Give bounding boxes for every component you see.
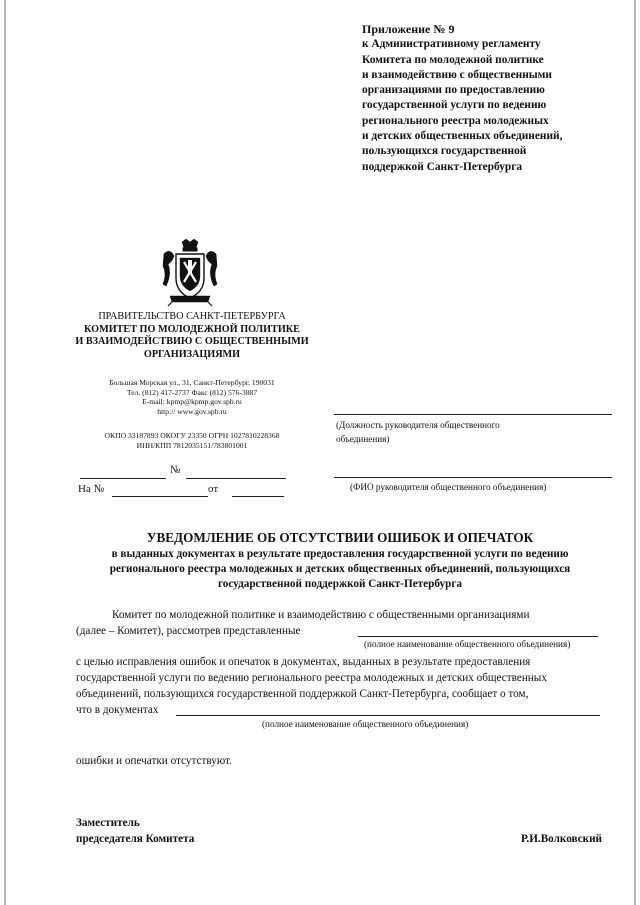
coat-of-arms-icon [160, 238, 220, 308]
letterhead-committee: КОМИТЕТ ПО МОЛОДЕЖНОЙ ПОЛИТИКЕ [84, 323, 300, 335]
email: E-mail: kpmp@kpmp.gov.spb.ru [142, 397, 242, 407]
body-line: что в документах [76, 704, 159, 716]
hint-line: объединения) [336, 434, 390, 444]
body-line: объединений, пользующихся государственной поддержкой Санкт-Петербурга, сообщает о том, [76, 688, 529, 700]
documents-line [176, 715, 600, 716]
number-sign: № [170, 464, 181, 476]
hint-line: (Должность руководителя общественного [336, 420, 500, 430]
phone-fax: Тел. (812) 417-2737 Факс (812) 576-3887 [126, 387, 258, 397]
subtitle-line: в выданных документах в результате предоставления государственной услуги по ведению [111, 548, 569, 560]
registry-codes: ОКПО 33187893 ОКОГУ 23350 ОГРН 1027810228368 [104, 431, 280, 440]
scan-edge-right [634, 0, 636, 905]
scan-edge-left [4, 0, 6, 905]
letterhead-government: ПРАВИТЕЛЬСТВО САНКТ-ПЕТЕРБУРГА [98, 311, 286, 322]
tax-codes: ИНН/КПП 7812035151/783801001 [136, 441, 248, 450]
recipient-name-hint: (ФИО руководителя общественного объединения) [350, 482, 547, 492]
from-blank [232, 496, 284, 497]
reference-number-field [78, 483, 298, 499]
number-blank [186, 478, 286, 479]
organization-name-hint: (полное наименование общественного объединения) [364, 639, 571, 649]
appendix-line: поддержкой Санкт-Петербурга [362, 160, 523, 173]
appendix-line: к Административному регламенту [362, 38, 541, 51]
appendix-line: организациями по предоставлению [362, 84, 545, 97]
address: Большая Морская ул., 31, Санкт-Петербург, 190031 [109, 378, 275, 387]
document-subtitle [60, 547, 620, 593]
document-title: УВЕДОМЛЕНИЕ ОБ ОТСУТСТВИИ ОШИБОК И ОПЕЧАТОК [146, 530, 534, 545]
website: http:// www.gov.spb.ru [157, 406, 227, 416]
appendix-title: Приложение № 9 [362, 22, 455, 36]
letterhead-organization [72, 311, 312, 361]
reference-blank [112, 496, 208, 497]
letterhead-committee: И ВЗАИМОДЕЙСТВИЮ С ОБЩЕСТВЕННЫМИ [75, 336, 309, 348]
body-line: с целью исправления ошибок и опечаток в документах, выданных в результате предоставления [76, 656, 531, 668]
signatory-role [76, 816, 194, 847]
body-line: государственной услуги по ведению регионального реестра молодежных и детских общественных [76, 672, 547, 684]
subtitle-line: регионального реестра молодежных и детских общественных объединений, пользующихся [109, 563, 571, 576]
documents-hint: (полное наименование общественного объединения) [262, 719, 469, 729]
from-label: от [208, 483, 219, 495]
recipient-position-line [334, 414, 612, 415]
letterhead-contacts [72, 378, 312, 416]
role-line: Заместитель [76, 817, 140, 829]
role-line: председателя Комитета [76, 832, 195, 845]
subtitle-line: государственной поддержкой Санкт-Петербурга [217, 578, 463, 591]
appendix-line: и взаимодействию с общественными [362, 68, 552, 81]
appendix-line: государственной услуги по ведению [362, 99, 547, 112]
body-line: (далее – Комитет), рассмотрев представленные [76, 625, 301, 637]
signatory-name: Р.И.Волковский [520, 833, 602, 845]
body-line: Комитет по молодежной политике и взаимодействию с общественными организациями [112, 609, 530, 621]
letterhead-committee: ОРГАНИЗАЦИЯМИ [143, 348, 241, 360]
recipient-name-line [334, 477, 612, 478]
recipient-position-hint [336, 418, 576, 446]
appendix-header [362, 22, 622, 175]
appendix-line: и детских общественных объединений, [362, 130, 563, 143]
conclusion-text: ошибки и опечатки отсутствуют. [76, 755, 232, 767]
date-blank [80, 478, 166, 479]
appendix-line: пользующихся государственной [362, 145, 527, 158]
appendix-line: Комитета по молодежной политике [362, 53, 544, 66]
appendix-line: регионального реестра молодежных [362, 114, 549, 127]
reference-label: На № [78, 483, 105, 495]
letterhead-codes [72, 431, 312, 451]
outgoing-number-field [78, 466, 288, 480]
